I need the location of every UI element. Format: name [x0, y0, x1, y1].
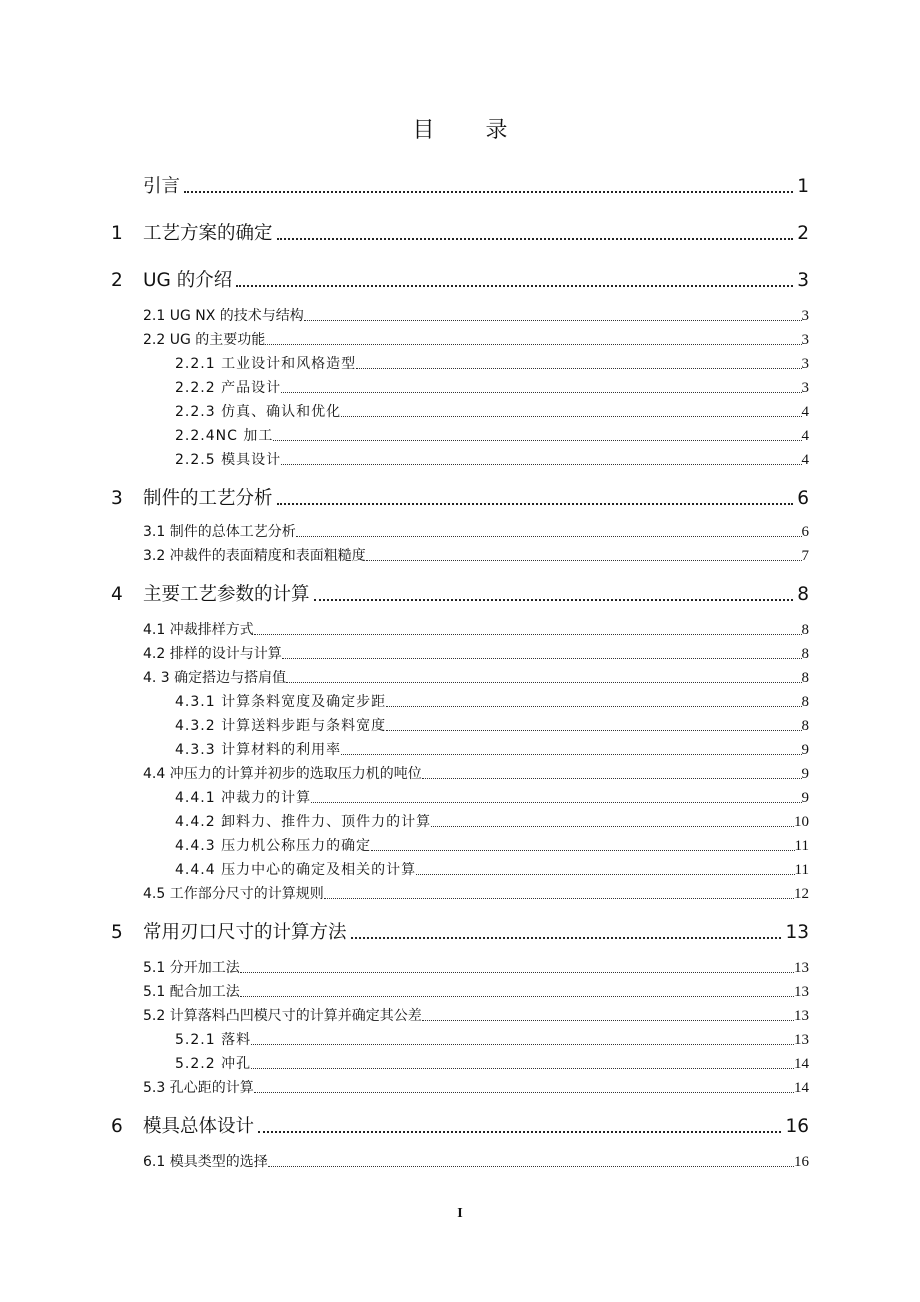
toc-entry-label: 5.2.1 落料 [175, 1032, 252, 1048]
toc-entry[interactable] [111, 580, 809, 606]
toc-entry[interactable] [143, 643, 809, 663]
toc-entry-page: 2 [797, 223, 809, 244]
dot-leader [236, 284, 793, 287]
page-number: I [457, 1206, 463, 1221]
toc-entry-label: 2.1 UG NX 的技术与结构 [143, 308, 304, 324]
dot-leader [286, 681, 801, 683]
toc-entry-label: 4.4 冲压力的计算并初步的选取压力机的吨位 [143, 766, 422, 782]
toc-entry-label: 制件的工艺分析 [143, 488, 273, 509]
toc-entry-label: 4.2 排样的设计与计算 [143, 646, 282, 662]
toc-entry-number: 4 [111, 584, 123, 605]
toc-entry[interactable] [175, 811, 809, 831]
toc-entry-page: 12 [794, 886, 809, 902]
toc-entry-label: 4.4.3 压力机公称压力的确定 [175, 838, 372, 854]
toc-entry[interactable] [175, 787, 809, 807]
toc-entry-page: 3 [801, 380, 809, 396]
toc-entry[interactable] [175, 715, 809, 735]
dot-leader [268, 1165, 794, 1167]
toc-entry-label: 4. 3 确定搭边与搭肩值 [143, 670, 287, 686]
toc-entry-page: 11 [794, 838, 809, 854]
toc-entry-page: 9 [801, 790, 809, 806]
toc-entry-label: 5.1 分开加工法 [143, 960, 240, 976]
dot-leader [341, 753, 801, 755]
toc-entry[interactable] [143, 305, 809, 325]
toc-entry-page: 11 [794, 862, 809, 878]
toc-entry[interactable] [175, 1053, 809, 1073]
toc-entry[interactable] [175, 739, 809, 759]
toc-entry-page: 8 [801, 694, 809, 710]
toc-entry[interactable] [175, 425, 809, 445]
toc-entry-page: 13 [794, 960, 809, 976]
toc-entry[interactable] [111, 266, 809, 292]
dot-leader [254, 633, 802, 635]
toc-entry[interactable] [143, 883, 809, 903]
toc-entry-label: 4.4.2 卸料力、推件力、顶件力的计算 [175, 814, 432, 830]
toc-entry-page: 16 [794, 1154, 809, 1170]
toc-entry-page: 4 [801, 452, 809, 468]
toc-entry[interactable] [143, 1005, 809, 1025]
dot-leader [282, 657, 802, 659]
toc-entry[interactable] [175, 401, 809, 421]
toc-entry-page: 8 [801, 646, 809, 662]
toc-entry[interactable] [143, 957, 809, 977]
toc-entry-page: 6 [797, 488, 809, 509]
toc-entry[interactable] [143, 667, 809, 687]
toc-entry-page: 6 [801, 524, 809, 540]
toc-entry-label: 工艺方案的确定 [143, 223, 273, 244]
toc-entry-label: 2.2.3 仿真、确认和优化 [175, 404, 342, 420]
toc-entry[interactable] [143, 981, 809, 1001]
toc-entry-label: 5.2.2 冲孔 [175, 1056, 252, 1072]
toc-entry-label: 2.2.4NC 加工 [175, 428, 274, 444]
dot-leader [366, 559, 802, 561]
toc-entry[interactable] [143, 521, 809, 541]
toc-entry-number: 3 [111, 488, 123, 509]
toc-entry[interactable] [175, 1029, 809, 1049]
dot-leader [422, 1019, 794, 1021]
dot-leader [422, 777, 802, 779]
dot-leader [386, 705, 801, 707]
toc-entry[interactable] [111, 219, 809, 245]
dot-leader [416, 873, 794, 875]
toc-entry-page: 4 [801, 404, 809, 420]
dot-leader [431, 825, 794, 827]
toc-entry-label: 4.1 冲裁排样方式 [143, 622, 254, 638]
toc-entry[interactable] [111, 484, 809, 510]
toc-entry-page: 3 [801, 308, 809, 324]
toc-entry-page: 14 [794, 1080, 809, 1096]
toc-entry-number: 6 [111, 1116, 123, 1137]
toc-entry[interactable] [143, 1151, 809, 1171]
toc-entry-page: 10 [794, 814, 809, 830]
toc-entry-label: 5.1 配合加工法 [143, 984, 240, 1000]
toc-entry-page: 14 [794, 1056, 809, 1072]
toc-entry-page: 7 [801, 548, 809, 564]
toc-entry[interactable] [175, 859, 809, 879]
toc-entry-label: 引言 [143, 176, 181, 197]
toc-entry-page: 1 [797, 176, 809, 197]
toc-entry[interactable] [175, 691, 809, 711]
toc-entry[interactable] [143, 329, 809, 349]
toc-entry-number: 5 [111, 922, 123, 943]
toc-entry-page: 8 [801, 718, 809, 734]
toc-entry-label: 4.3.1 计算条料宽度及确定步距 [175, 694, 387, 710]
toc-entry-label: UG 的介绍 [143, 270, 233, 291]
dot-leader [371, 849, 794, 851]
toc-entry-label: 6.1 模具类型的选择 [143, 1154, 268, 1170]
toc-entry-page: 3 [797, 270, 809, 291]
toc-entry[interactable] [175, 449, 809, 469]
dot-leader [251, 1067, 794, 1069]
dot-leader [254, 1091, 794, 1093]
toc-entry-label: 5.2 计算落料凸凹模尺寸的计算并确定其公差 [143, 1008, 422, 1024]
toc-entry-label: 3.2 冲裁件的表面精度和表面粗糙度 [143, 548, 366, 564]
dot-leader [356, 367, 801, 369]
toc-entry-label: 2.2.2 产品设计 [175, 380, 282, 396]
toc-entry[interactable] [143, 619, 809, 639]
dot-leader [184, 190, 793, 193]
toc-entry-label: 2.2.1 工业设计和风格造型 [175, 356, 357, 372]
toc-entry[interactable] [143, 1077, 809, 1097]
toc-entry[interactable] [111, 918, 809, 944]
dot-leader [296, 535, 802, 537]
toc-entry[interactable] [175, 377, 809, 397]
toc-entry-page: 13 [794, 1032, 809, 1048]
toc-entry-number: 1 [111, 223, 123, 244]
page-title: 目 录 [412, 118, 530, 143]
dot-leader [277, 502, 794, 505]
toc-entry-label: 5.3 孔心距的计算 [143, 1080, 254, 1096]
toc-entry[interactable] [143, 763, 809, 783]
toc-entry-page: 13 [785, 922, 809, 943]
toc-entry-label: 4.4.1 冲裁力的计算 [175, 790, 312, 806]
dot-leader [281, 463, 801, 465]
toc-entry-number: 2 [111, 270, 123, 291]
toc-entry-page: 3 [801, 332, 809, 348]
dot-leader [240, 971, 794, 973]
toc-entry-label: 3.1 制件的总体工艺分析 [143, 524, 296, 540]
toc-entry-label: 4.3.3 计算材料的利用率 [175, 742, 342, 758]
toc-entry[interactable] [143, 545, 809, 565]
toc-entry-label: 4.4.4 压力中心的确定及相关的计算 [175, 862, 417, 878]
toc-entry-page: 13 [794, 1008, 809, 1024]
toc-entry[interactable] [175, 835, 809, 855]
dot-leader [251, 1043, 794, 1045]
toc-entry-label: 4.5 工作部分尺寸的计算规则 [143, 886, 324, 902]
dot-leader [281, 391, 801, 393]
toc-entry-label: 2.2 UG 的主要功能 [143, 332, 266, 348]
dot-leader [341, 415, 801, 417]
dot-leader [273, 439, 801, 441]
toc-entry-page: 3 [801, 356, 809, 372]
toc-entry-page: 8 [801, 622, 809, 638]
toc-entry-page: 9 [801, 742, 809, 758]
toc-entry-label: 主要工艺参数的计算 [143, 584, 310, 605]
toc-entry-page: 13 [794, 984, 809, 1000]
dot-leader [277, 237, 794, 240]
dot-leader [324, 897, 794, 899]
toc-entry-label: 模具总体设计 [143, 1116, 255, 1137]
dot-leader [351, 936, 782, 939]
toc-entry[interactable] [175, 353, 809, 373]
toc-entry-page: 9 [801, 766, 809, 782]
toc-entry-page: 16 [785, 1116, 809, 1137]
dot-leader [258, 1130, 781, 1133]
dot-leader [304, 319, 802, 321]
toc-entry-page: 8 [797, 584, 809, 605]
dot-leader [314, 598, 794, 601]
dot-leader [311, 801, 801, 803]
toc-entry-label: 常用刃口尺寸的计算方法 [143, 922, 347, 943]
dot-leader [386, 729, 801, 731]
toc-entry[interactable] [111, 172, 809, 198]
toc-entry-label: 4.3.2 计算送料步距与条料宽度 [175, 718, 387, 734]
toc-entry-page: 4 [801, 428, 809, 444]
toc-entry-page: 8 [801, 670, 809, 686]
toc-entry[interactable] [111, 1112, 809, 1138]
toc-entry-label: 2.2.5 模具设计 [175, 452, 282, 468]
dot-leader [240, 995, 794, 997]
dot-leader [265, 343, 801, 345]
